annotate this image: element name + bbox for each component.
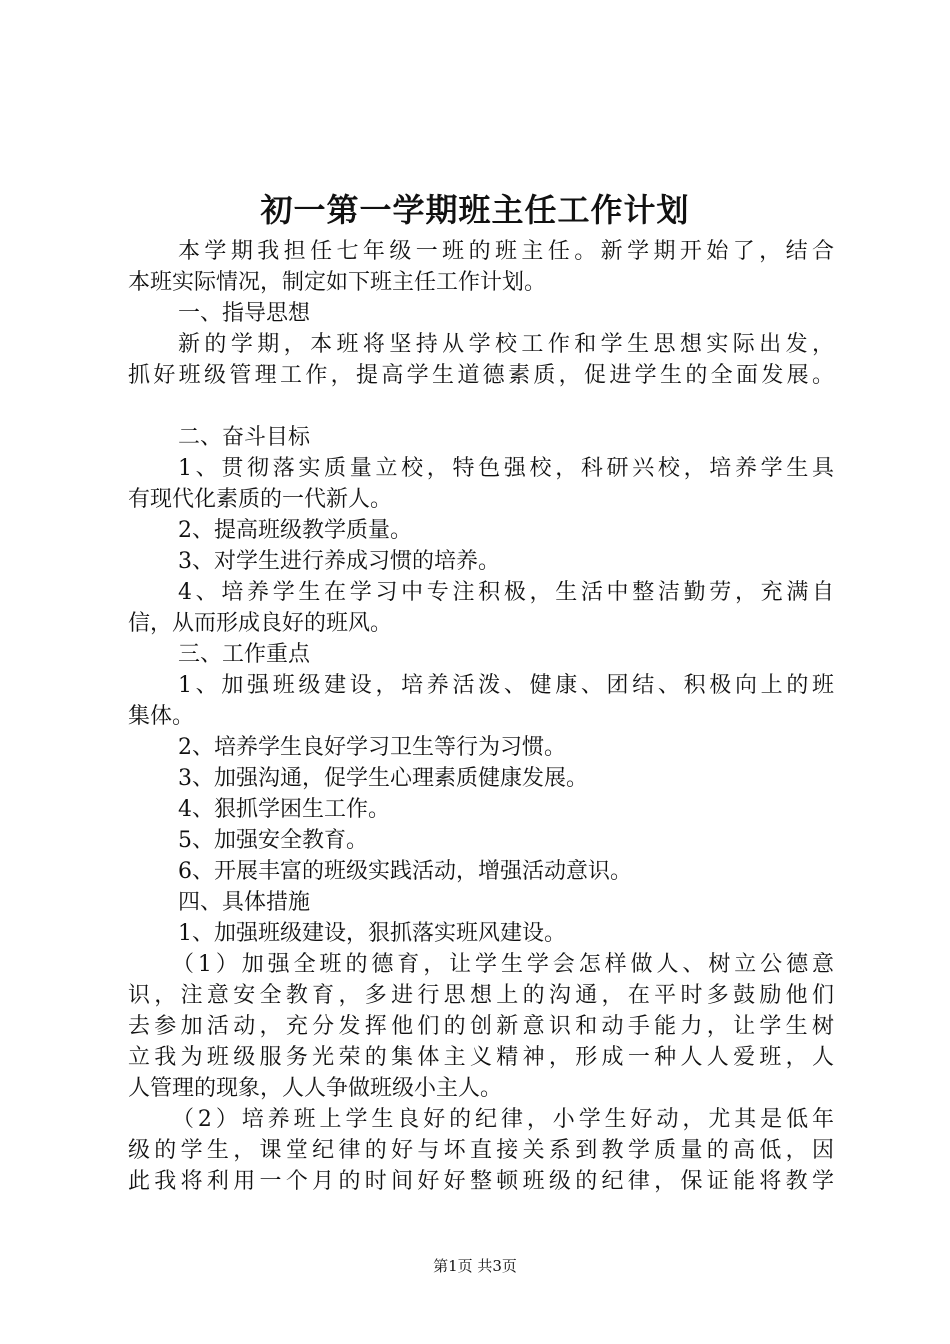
- paragraph-line: 本班实际情况，制定如下班主任工作计划。: [128, 270, 547, 295]
- paragraph-line: 级的学生，课堂纪律的好与坏直接关系到教学质量的高低，因: [128, 1138, 834, 1163]
- paragraph-line: 本学期我担任七年级一班的班主任。新学期开始了，结合: [178, 239, 834, 264]
- paragraph-line: 人管理的现象，人人争做班级小主人。: [128, 1076, 503, 1101]
- page-footer: 第1页 共3页: [433, 1257, 517, 1275]
- paragraph-line: 3、加强沟通，促学生心理素质健康发展。: [178, 766, 588, 791]
- section-heading: 四、具体措施: [178, 890, 311, 915]
- paragraph-line: 有现代化素质的一代新人。: [128, 487, 393, 512]
- paragraph-line: 2、提高班级教学质量。: [178, 518, 412, 543]
- paragraph-line: 抓好班级管理工作，提高学生道德素质，促进学生的全面发展。: [128, 363, 834, 388]
- paragraph-line: （1）加强全班的德育，让学生学会怎样做人、树立公德意: [172, 952, 834, 977]
- paragraph-line: 新的学期，本班将坚持从学校工作和学生思想实际出发，: [178, 332, 834, 357]
- paragraph-line: 6、开展丰富的班级实践活动，增强活动意识。: [178, 859, 632, 884]
- paragraph-line: 3、对学生进行养成习惯的培养。: [178, 549, 500, 574]
- section-heading: 二、奋斗目标: [178, 425, 311, 450]
- paragraph-line: 1、加强班级建设，培养活泼、健康、团结、积极向上的班: [178, 673, 834, 698]
- blank-line: [128, 391, 834, 422]
- paragraph-line: 1、贯彻落实质量立校，特色强校，科研兴校，培养学生具: [178, 456, 834, 481]
- paragraph-line: 2、培养学生良好学习卫生等行为习惯。: [178, 735, 566, 760]
- paragraph-line: 5、加强安全教育。: [178, 828, 368, 853]
- paragraph-line: 集体。: [128, 704, 195, 729]
- document-body: [128, 236, 834, 1197]
- document-title: 初一第一学期班主任工作计划: [260, 191, 690, 229]
- paragraph-line: 信，从而形成良好的班风。: [128, 611, 393, 636]
- section-heading: 一、指导思想: [178, 301, 311, 326]
- paragraph-line: 识，注意安全教育，多进行思想上的沟通，在平时多鼓励他们: [128, 983, 834, 1008]
- paragraph-line: 4、培养学生在学习中专注积极，生活中整洁勤劳，充满自: [178, 580, 834, 605]
- section-heading: 三、工作重点: [178, 642, 311, 667]
- paragraph-line: 去参加活动，充分发挥他们的创新意识和动手能力，让学生树: [128, 1014, 834, 1039]
- paragraph-line: 4、狠抓学困生工作。: [178, 797, 390, 822]
- paragraph-line: （2）培养班上学生良好的纪律，小学生好动，尤其是低年: [172, 1107, 834, 1132]
- paragraph-line: 立我为班级服务光荣的集体主义精神，形成一种人人爱班，人: [128, 1045, 834, 1070]
- paragraph-line: 此我将利用一个月的时间好好整顿班级的纪律，保证能将教学: [128, 1169, 834, 1194]
- paragraph-line: 1、加强班级建设，狠抓落实班风建设。: [178, 921, 566, 946]
